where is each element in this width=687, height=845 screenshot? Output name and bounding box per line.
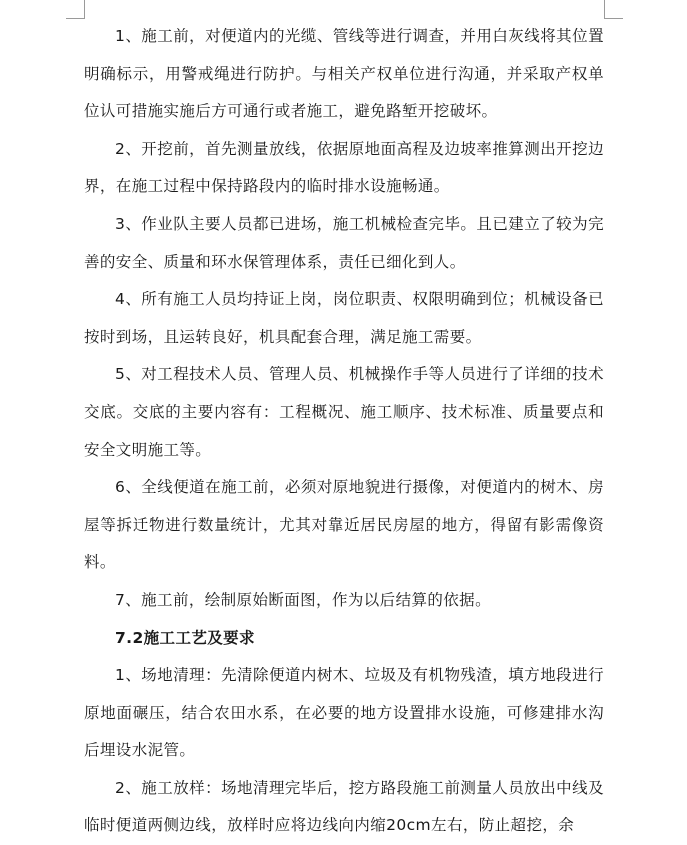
paragraph-6: 6、全线便道在施工前，必须对原地貌进行摄像，对便道内的树木、房屋等拆迁物进行数量统计，尤其对靠近居民房屋的地方，得留有影需像资料。 xyxy=(84,478,604,572)
section-paragraph-2: 2、施工放样：场地清理完毕后，挖方路段施工前测量人员放出中线及临时便道两侧边线，放样时应将边线向内缩20cm左右，防止超挖，余 xyxy=(84,778,604,835)
section-heading: 7.2施工工艺及要求 xyxy=(115,628,255,647)
paragraph-3: 3、作业队主要人员都已进场，施工机械检查完毕。且已建立了较为完善的安全、质量和环水保管理体系，责任已细化到人。 xyxy=(84,214,604,271)
paragraph-7: 7、施工前，绘制原始断面图，作为以后结算的依据。 xyxy=(115,590,491,609)
paragraph-1: 1、施工前，对便道内的光缆、管线等进行调查，并用白灰线将其位置明确标示，用警戒绳进行防护。与相关产权单位进行沟通，并采取产权单位认可措施实施后方可通行或者施工，避免路堑开挖破坏。 xyxy=(84,27,604,121)
document-body xyxy=(84,18,604,845)
page-corner-mark-left xyxy=(66,0,85,19)
paragraph-2: 2、开挖前，首先测量放线，依据原地面高程及边坡率推算测出开挖边界，在施工过程中保持路段内的临时排水设施畅通。 xyxy=(84,139,604,196)
paragraph-5: 5、对工程技术人员、管理人员、机械操作手等人员进行了详细的技术交底。交底的主要内容有：工程概况、施工顺序、技术标准、质量要点和安全文明施工等。 xyxy=(84,365,604,459)
section-paragraph-1: 1、场地清理：先清除便道内树木、垃圾及有机物残渣，填方地段进行原地面碾压，结合农田水系，在必要的地方设置排水设施，可修建排水沟后埋设水泥管。 xyxy=(84,666,604,760)
page-corner-mark-right xyxy=(604,0,623,19)
paragraph-4: 4、所有施工人员均持证上岗，岗位职责、权限明确到位；机械设备已按时到场，且运转良好，机具配套合理，满足施工需要。 xyxy=(84,290,604,346)
